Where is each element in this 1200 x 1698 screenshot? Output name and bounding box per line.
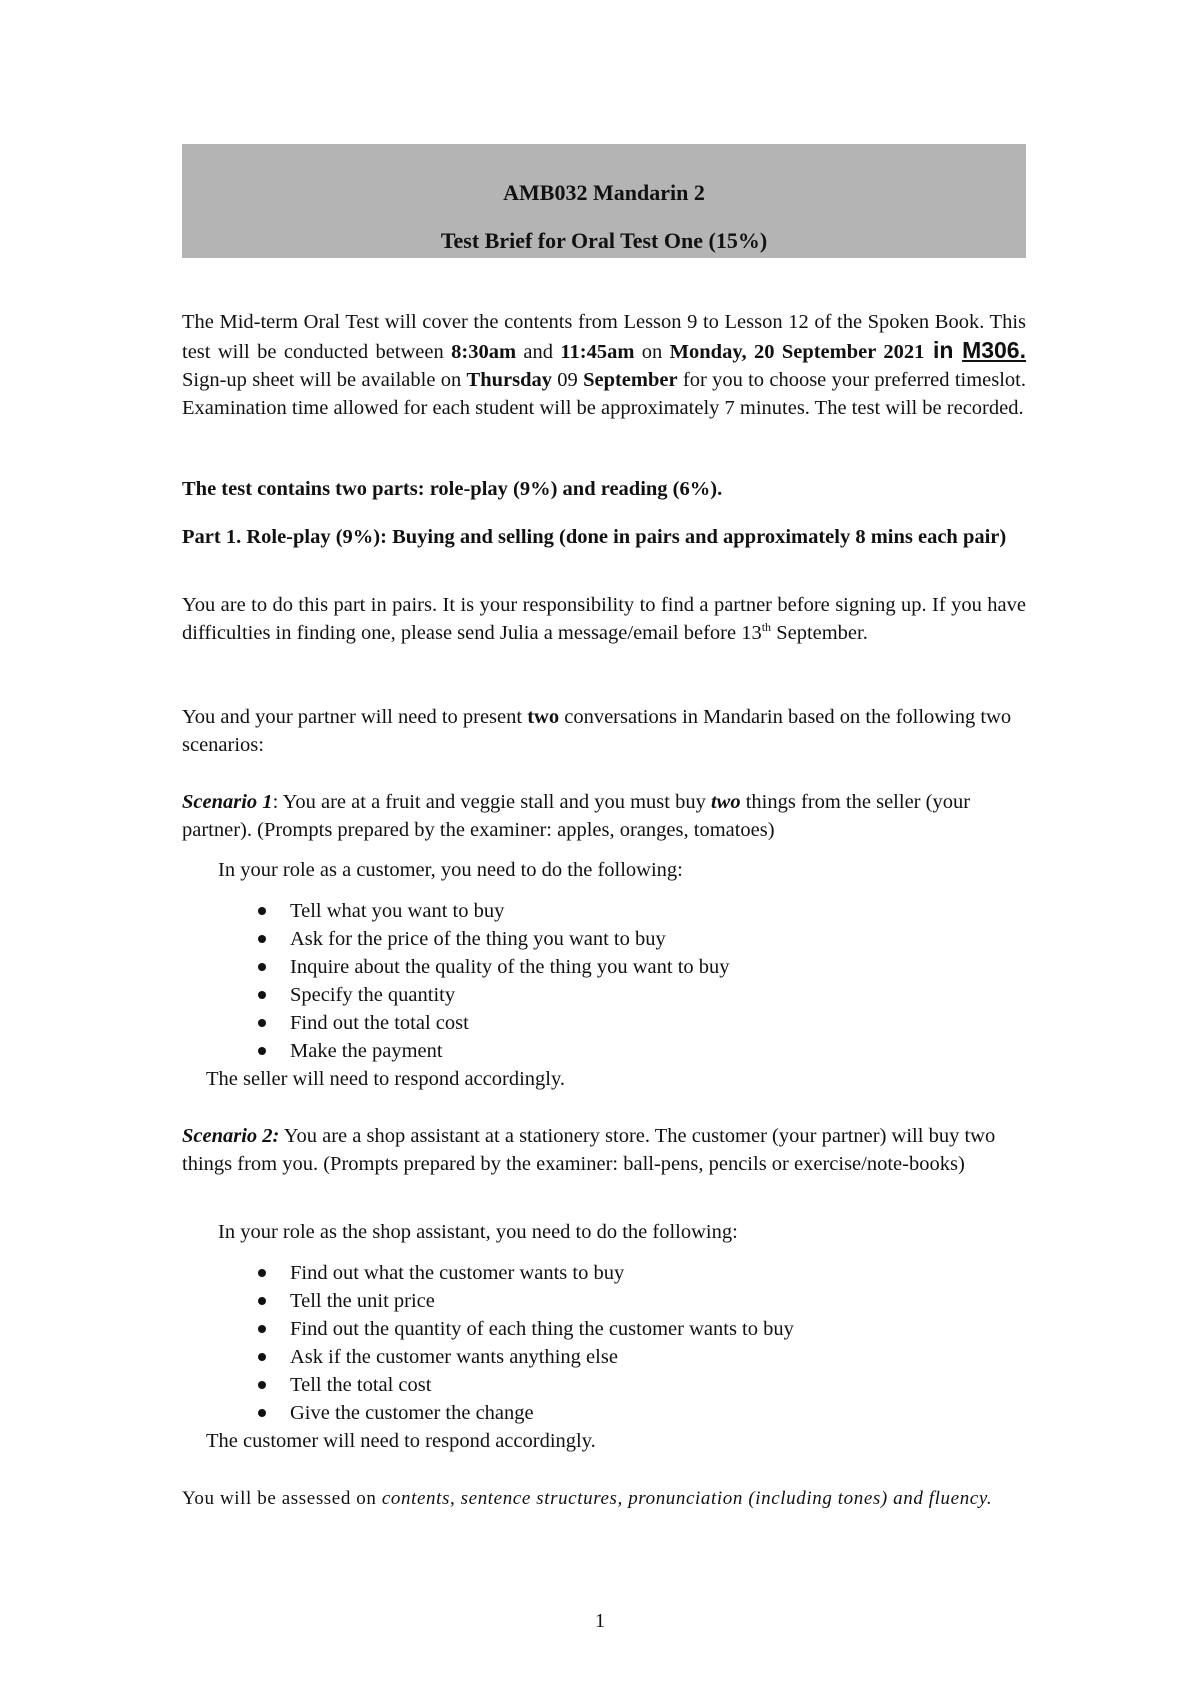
- assessment-criteria: contents, sentence structures, pronunciation (including tones) and fluency: [381, 1488, 987, 1509]
- list-item-text: Specify the quantity: [290, 984, 456, 1006]
- scenario2-text: You are a shop assistant at a stationery store. The customer (your partner) will buy two things from you. (Prompts prepared by the examiner: ball-pens, pencils or exercise/note-books): [182, 1125, 996, 1175]
- scenario1-task-list: [258, 897, 1018, 1065]
- scenario2-task-list: [258, 1259, 1018, 1427]
- list-item: [258, 1343, 1018, 1371]
- list-item-text: Tell the unit price: [290, 1290, 435, 1312]
- present-count: two: [527, 706, 560, 728]
- intro-connector: and: [516, 341, 561, 363]
- bullet-icon: [258, 1381, 266, 1389]
- bullet-icon: [258, 1269, 266, 1277]
- scenario1-text: : You are at a fruit and veggie stall and you must buy: [272, 791, 711, 813]
- present-text: You and your partner will need to present: [182, 706, 528, 728]
- signup-details: for you to choose your preferred timeslot. Examination time allowed for each student will be approximately 7 minutes. The test will be recorded.: [182, 369, 1027, 419]
- scenario2-closing: The customer will need to respond accordingly.: [206, 1430, 596, 1452]
- scenario2-label: Scenario 2:: [182, 1125, 280, 1147]
- list-item-text: Find out the total cost: [290, 1012, 469, 1034]
- course-title: AMB032 Mandarin 2: [503, 180, 705, 205]
- present-text-end: conversations in Mandarin based on the following two scenarios:: [182, 706, 1012, 756]
- test-date: Monday, 20 September 2021: [669, 341, 925, 363]
- list-item-text: Tell the total cost: [290, 1374, 432, 1396]
- bullet-icon: [258, 1297, 266, 1305]
- bullet-icon: [258, 1047, 266, 1055]
- scenario1-closing: The seller will need to respond accordingly.: [206, 1068, 566, 1090]
- bullet-icon: [258, 1353, 266, 1361]
- list-item-text: Find out the quantity of each thing the customer wants to buy: [290, 1318, 794, 1340]
- list-item-text: Give the customer the change: [290, 1402, 534, 1424]
- parts-heading: The test contains two parts: role-play (9%) and reading (6%).: [182, 478, 723, 500]
- brief-title: Test Brief for Oral Test One (15%): [440, 228, 768, 253]
- signup-text: Sign-up sheet will be available on: [182, 369, 467, 391]
- scenario1-text-end: things from the seller (your partner). (Prompts prepared by the examiner: apples, oranges, tomatoes): [182, 791, 971, 841]
- room-prefix: in: [924, 337, 963, 363]
- list-item-text: Inquire about the quality of the thing you want to buy: [290, 956, 730, 978]
- list-item: [258, 953, 1018, 981]
- end-time: 11:45am: [560, 341, 635, 363]
- bullet-icon: [258, 963, 266, 971]
- list-item: [258, 1009, 1018, 1037]
- page-number: 1: [595, 1610, 605, 1632]
- list-item: [258, 1371, 1018, 1399]
- list-item: [258, 897, 1018, 925]
- list-item: [258, 925, 1018, 953]
- signup-day: Thursday: [466, 369, 552, 391]
- scenario1-label: Scenario 1: [182, 791, 273, 813]
- part1-heading: Part 1. Role-play (9%): Buying and selling (done in pairs and approximately 8 mins each pair): [182, 526, 1007, 548]
- list-item-text: Ask for the price of the thing you want to buy: [290, 928, 666, 950]
- room-code: M306.: [962, 337, 1026, 363]
- signup-month: September: [583, 369, 678, 391]
- bullet-icon: [258, 991, 266, 999]
- intro-connector: on: [634, 341, 670, 363]
- bullet-icon: [258, 907, 266, 915]
- bullet-icon: [258, 935, 266, 943]
- assessment-paragraph: [182, 1485, 1026, 1512]
- assessment-end: .: [986, 1488, 993, 1509]
- start-time: 8:30am: [451, 341, 517, 363]
- ordinal-suffix: th: [761, 620, 772, 635]
- assessment-text: You will be assessed on: [182, 1488, 382, 1509]
- list-item: [258, 1315, 1018, 1343]
- bullet-icon: [258, 1409, 266, 1417]
- intro-text: The Mid-term Oral Test will cover the contents from Lesson 9 to Lesson 12 of the Spoken Book. This test will be conducted between: [182, 311, 1026, 363]
- list-item: [258, 1037, 1018, 1065]
- list-item: [258, 1399, 1018, 1427]
- scenario2-paragraph: [182, 1122, 1026, 1178]
- list-item: [258, 981, 1018, 1009]
- list-item-text: Make the payment: [290, 1040, 443, 1062]
- intro-paragraph: [182, 308, 1026, 422]
- pairs-text-end: September.: [771, 622, 868, 644]
- title-banner: [182, 144, 1026, 258]
- present-paragraph: [182, 703, 1026, 759]
- scenario1-role-intro: In your role as a customer, you need to do the following:: [218, 859, 683, 881]
- list-item-text: Ask if the customer wants anything else: [290, 1346, 618, 1368]
- bullet-icon: [258, 1325, 266, 1333]
- bullet-icon: [258, 1019, 266, 1027]
- scenario2-role-intro: In your role as the shop assistant, you need to do the following:: [218, 1221, 738, 1243]
- signup-date: 09: [551, 369, 584, 391]
- list-item-text: Find out what the customer wants to buy: [290, 1262, 625, 1284]
- scenario1-emphasis: two: [710, 791, 741, 813]
- list-item-text: Tell what you want to buy: [290, 900, 505, 922]
- pairs-text: You are to do this part in pairs. It is your responsibility to find a partner before signing up. If you have difficulties in finding one, please send Julia a message/email before 13: [182, 594, 1026, 644]
- list-item: [258, 1287, 1018, 1315]
- list-item: [258, 1259, 1018, 1287]
- pairs-paragraph: [182, 591, 1026, 647]
- scenario1-paragraph: [182, 788, 1026, 844]
